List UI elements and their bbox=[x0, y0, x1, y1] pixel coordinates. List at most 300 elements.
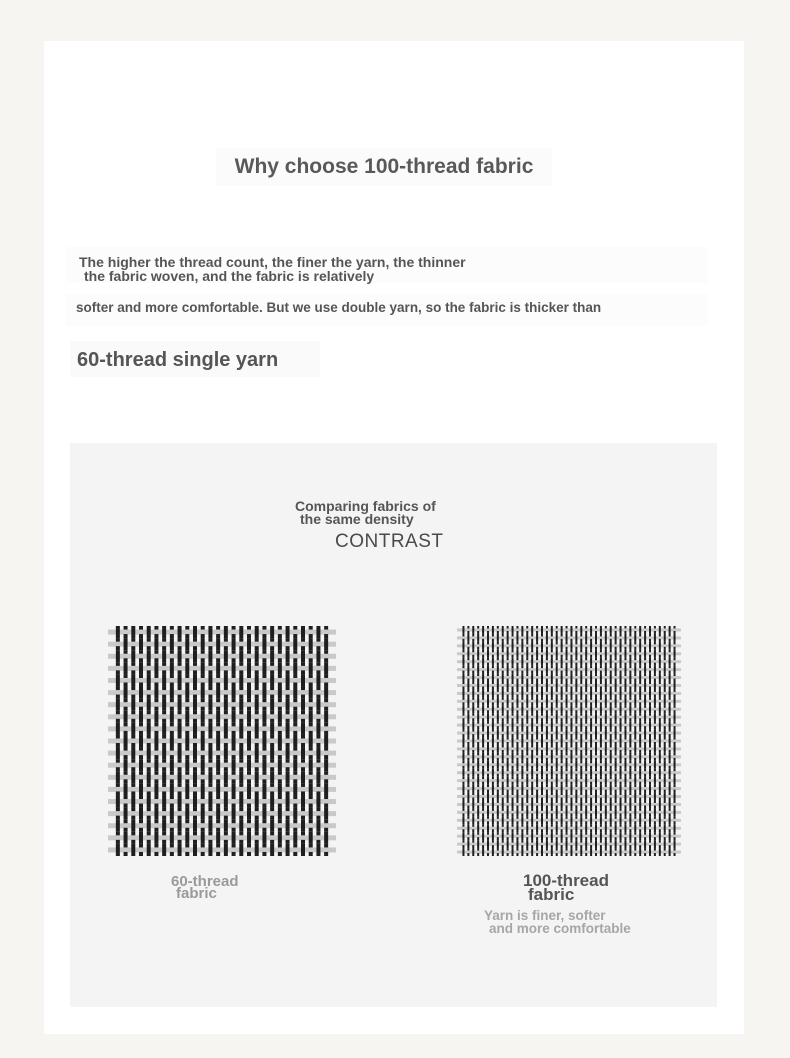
warp-thread-segment bbox=[185, 682, 189, 686]
warp-thread-segment bbox=[139, 844, 143, 848]
warp-thread-segment bbox=[131, 816, 135, 820]
warp-thread-segment bbox=[649, 634, 651, 636]
warp-thread-segment bbox=[316, 783, 320, 787]
warp-thread-segment bbox=[193, 844, 197, 856]
warp-thread-segment bbox=[477, 666, 479, 674]
warp-thread-segment bbox=[566, 682, 568, 690]
warp-thread-segment bbox=[556, 658, 558, 660]
warp-thread-segment bbox=[634, 790, 636, 793]
warp-thread-segment bbox=[477, 793, 479, 801]
warp-thread-segment bbox=[467, 790, 469, 793]
warp-thread-segment bbox=[566, 745, 568, 753]
warp-thread-segment bbox=[487, 837, 489, 840]
warp-thread-segment bbox=[556, 726, 558, 729]
warp-thread-segment bbox=[566, 713, 568, 721]
warp-thread-segment bbox=[147, 820, 151, 832]
warp-thread-segment bbox=[644, 785, 646, 787]
warp-thread-segment bbox=[674, 631, 676, 634]
warp-thread-segment bbox=[664, 769, 666, 771]
warp-thread-segment bbox=[124, 687, 128, 699]
warp-thread-segment bbox=[634, 745, 636, 753]
warp-thread-segment bbox=[208, 795, 212, 807]
warp-thread-segment bbox=[232, 674, 236, 678]
warp-thread-segment bbox=[556, 710, 558, 713]
warp-thread-segment bbox=[193, 695, 197, 699]
warp-thread-segment bbox=[262, 844, 266, 848]
warp-thread-segment bbox=[531, 682, 533, 684]
warp-thread-segment bbox=[551, 729, 553, 731]
warp-thread-segment bbox=[170, 634, 174, 638]
warp-thread-segment bbox=[629, 745, 631, 747]
warp-thread-segment bbox=[605, 666, 607, 674]
warp-thread-segment bbox=[536, 848, 538, 850]
warp-thread-segment bbox=[664, 761, 666, 769]
warp-thread-segment bbox=[147, 816, 151, 820]
warp-thread-segment bbox=[286, 662, 290, 666]
warp-thread-segment bbox=[536, 832, 538, 834]
warp-thread-segment bbox=[162, 699, 166, 711]
warp-thread-segment bbox=[605, 663, 607, 666]
warp-thread-segment bbox=[600, 705, 602, 713]
warp-thread-segment bbox=[309, 832, 313, 844]
warp-thread-segment bbox=[624, 689, 626, 691]
warp-thread-segment bbox=[139, 735, 143, 747]
warp-thread-segment bbox=[649, 829, 651, 832]
warp-thread-segment bbox=[654, 742, 656, 745]
warp-thread-segment bbox=[561, 689, 563, 697]
warp-thread-segment bbox=[595, 710, 597, 713]
warp-thread-segment bbox=[116, 646, 120, 650]
warp-thread-segment bbox=[131, 747, 135, 759]
warp-thread-segment bbox=[664, 710, 666, 713]
warp-thread-segment bbox=[639, 745, 641, 747]
warp-thread-segment bbox=[185, 832, 189, 844]
warp-thread-segment bbox=[664, 694, 666, 697]
warp-thread-segment bbox=[462, 734, 464, 737]
warp-thread-segment bbox=[575, 790, 577, 793]
warp-thread-segment bbox=[669, 713, 671, 715]
warp-thread-segment bbox=[634, 647, 636, 650]
warp-thread-segment bbox=[600, 702, 602, 705]
warp-thread-segment bbox=[575, 697, 577, 705]
warp-thread-segment bbox=[575, 634, 577, 642]
warp-thread-segment bbox=[193, 759, 197, 763]
warp-thread-segment bbox=[247, 844, 251, 848]
weft-thread bbox=[457, 644, 681, 647]
warp-thread-segment bbox=[659, 639, 661, 642]
warp-thread-segment bbox=[551, 798, 553, 801]
warp-thread-segment bbox=[566, 689, 568, 691]
warp-thread-segment bbox=[477, 697, 479, 705]
warp-thread-segment bbox=[541, 671, 543, 674]
warp-thread-segment bbox=[561, 737, 563, 745]
warp-thread-segment bbox=[556, 805, 558, 808]
warp-thread-segment bbox=[610, 655, 612, 658]
warp-thread-segment bbox=[462, 674, 464, 682]
warp-thread-segment bbox=[309, 735, 313, 747]
warp-thread-segment bbox=[654, 631, 656, 634]
warp-thread-segment bbox=[566, 729, 568, 737]
warp-thread-segment bbox=[201, 626, 205, 630]
weft-thread bbox=[457, 636, 681, 639]
warp-thread-segment bbox=[629, 713, 631, 715]
warp-thread-segment bbox=[590, 766, 592, 769]
warp-thread-segment bbox=[639, 718, 641, 721]
warp-thread-segment bbox=[516, 650, 518, 658]
warp-thread-segment bbox=[664, 808, 666, 816]
warp-thread-segment bbox=[162, 674, 166, 686]
warp-thread-segment bbox=[615, 697, 617, 705]
warp-thread-segment bbox=[624, 840, 626, 848]
warp-thread-segment bbox=[512, 761, 514, 763]
warp-thread-segment bbox=[629, 753, 631, 761]
warp-thread-segment bbox=[278, 658, 282, 662]
warp-thread-segment bbox=[270, 646, 274, 650]
warp-thread-segment bbox=[639, 816, 641, 824]
warp-thread-segment bbox=[605, 840, 607, 848]
warp-thread-segment bbox=[116, 662, 120, 666]
warp-thread-segment bbox=[278, 747, 282, 751]
warp-thread-segment bbox=[634, 631, 636, 634]
warp-thread-segment bbox=[561, 769, 563, 777]
warp-thread-segment bbox=[644, 710, 646, 713]
warp-thread-segment bbox=[216, 804, 220, 808]
warp-thread-segment bbox=[472, 782, 474, 785]
warp-thread-segment bbox=[232, 735, 236, 747]
warp-thread-segment bbox=[521, 813, 523, 816]
warp-thread-segment bbox=[502, 798, 504, 801]
warp-thread-segment bbox=[615, 658, 617, 660]
warp-thread-segment bbox=[570, 813, 572, 816]
warp-thread-segment bbox=[239, 646, 243, 650]
warp-thread-segment bbox=[624, 679, 626, 682]
warp-thread-segment bbox=[639, 689, 641, 697]
warp-thread-segment bbox=[482, 737, 484, 745]
warp-thread-segment bbox=[654, 694, 656, 697]
warp-thread-segment bbox=[674, 821, 676, 824]
warp-thread-segment bbox=[570, 840, 572, 842]
warp-thread-segment bbox=[610, 702, 612, 705]
warp-thread-segment bbox=[634, 753, 636, 755]
warp-thread-segment bbox=[570, 785, 572, 793]
warp-thread-segment bbox=[516, 666, 518, 674]
warp-thread-segment bbox=[526, 634, 528, 642]
warp-thread-segment bbox=[516, 753, 518, 755]
warp-thread-segment bbox=[521, 750, 523, 753]
warp-thread-segment bbox=[644, 753, 646, 755]
warp-thread-segment bbox=[610, 666, 612, 668]
warp-thread-segment bbox=[605, 694, 607, 697]
warp-thread-segment bbox=[487, 694, 489, 697]
warp-thread-segment bbox=[497, 647, 499, 650]
warp-thread-segment bbox=[521, 848, 523, 856]
warp-thread-segment bbox=[178, 626, 182, 638]
warp-thread-segment bbox=[600, 737, 602, 745]
warp-thread-segment bbox=[185, 699, 189, 703]
warp-thread-segment bbox=[477, 853, 479, 856]
warp-thread-segment bbox=[595, 726, 597, 729]
warp-thread-segment bbox=[316, 771, 320, 783]
warp-thread-segment bbox=[620, 848, 622, 856]
warp-thread-segment bbox=[521, 729, 523, 731]
warp-thread-segment bbox=[154, 658, 158, 662]
warp-thread-segment bbox=[516, 631, 518, 634]
warp-thread-segment bbox=[590, 702, 592, 705]
warp-thread-segment bbox=[139, 634, 143, 638]
warp-thread-segment bbox=[139, 711, 143, 723]
warp-thread-segment bbox=[497, 800, 499, 802]
warp-thread-segment bbox=[654, 721, 656, 723]
warp-thread-segment bbox=[526, 729, 528, 737]
warp-thread-segment bbox=[580, 766, 582, 769]
warp-thread-segment bbox=[170, 658, 174, 662]
warp-thread-segment bbox=[124, 795, 128, 799]
warp-thread-segment bbox=[664, 631, 666, 634]
warp-thread-segment bbox=[492, 686, 494, 689]
warp-thread-segment bbox=[116, 783, 120, 787]
warp-thread-segment bbox=[600, 658, 602, 666]
warp-thread-segment bbox=[131, 699, 135, 711]
warp-thread-segment bbox=[620, 753, 622, 761]
warp-thread-segment bbox=[639, 793, 641, 795]
warp-thread-segment bbox=[620, 697, 622, 699]
warp-thread-segment bbox=[301, 791, 305, 795]
warp-thread-segment bbox=[536, 808, 538, 816]
warp-thread-segment bbox=[615, 761, 617, 769]
warp-thread-segment bbox=[208, 820, 212, 832]
warp-thread-segment bbox=[472, 721, 474, 729]
warp-thread-segment bbox=[580, 666, 582, 668]
warp-thread-segment bbox=[531, 642, 533, 650]
warp-thread-segment bbox=[674, 658, 676, 660]
warp-thread-segment bbox=[507, 694, 509, 697]
warp-thread-segment bbox=[615, 805, 617, 808]
warp-thread-segment bbox=[270, 670, 274, 674]
warp-thread-segment bbox=[139, 707, 143, 711]
warp-thread-segment bbox=[644, 634, 646, 642]
warp-thread-segment bbox=[232, 731, 236, 735]
warp-thread-segment bbox=[286, 795, 290, 807]
warp-thread-segment bbox=[472, 824, 474, 826]
warp-thread-segment bbox=[615, 837, 617, 840]
warp-thread-segment bbox=[600, 761, 602, 763]
weft-thread bbox=[457, 819, 681, 822]
warp-thread-segment bbox=[639, 848, 641, 856]
warp-thread-segment bbox=[462, 813, 464, 816]
warp-thread-segment bbox=[674, 816, 676, 818]
warp-thread-segment bbox=[610, 829, 612, 832]
warp-thread-segment bbox=[585, 729, 587, 737]
warp-thread-segment bbox=[624, 800, 626, 802]
warp-thread-segment bbox=[536, 758, 538, 761]
warp-thread-segment bbox=[293, 674, 297, 678]
warp-thread-segment bbox=[575, 774, 577, 777]
warp-thread-segment bbox=[654, 853, 656, 856]
warp-thread-segment bbox=[124, 650, 128, 654]
warp-thread-segment bbox=[605, 816, 607, 818]
warp-thread-segment bbox=[624, 666, 626, 674]
warp-thread-segment bbox=[541, 737, 543, 745]
warp-thread-segment bbox=[664, 634, 666, 642]
warp-thread-segment bbox=[566, 650, 568, 658]
warp-thread-segment bbox=[278, 795, 282, 799]
warp-thread-segment bbox=[526, 821, 528, 824]
warp-thread-segment bbox=[278, 711, 282, 723]
warp-thread-segment bbox=[516, 647, 518, 650]
warp-thread-segment bbox=[201, 771, 205, 775]
warp-thread-segment bbox=[526, 663, 528, 666]
warp-thread-segment bbox=[585, 726, 587, 729]
warp-thread-segment bbox=[293, 687, 297, 699]
warp-thread-segment bbox=[472, 729, 474, 731]
warp-thread-segment bbox=[467, 837, 469, 840]
warp-thread-segment bbox=[472, 745, 474, 747]
warp-thread-segment bbox=[124, 808, 128, 820]
warp-thread-segment bbox=[669, 702, 671, 705]
warp-thread-segment bbox=[216, 759, 220, 771]
warp-thread-segment bbox=[497, 753, 499, 755]
warp-thread-segment bbox=[224, 662, 228, 666]
warp-thread-segment bbox=[600, 777, 602, 779]
warp-thread-segment bbox=[521, 642, 523, 650]
warp-thread-segment bbox=[324, 779, 328, 783]
weft-thread bbox=[457, 763, 681, 766]
warp-thread-segment bbox=[262, 699, 266, 703]
warp-thread-segment bbox=[170, 638, 174, 650]
warp-thread-segment bbox=[595, 682, 597, 690]
warp-thread-segment bbox=[561, 813, 563, 816]
warp-thread-segment bbox=[208, 638, 212, 642]
warp-thread-segment bbox=[482, 800, 484, 808]
warp-thread-segment bbox=[590, 634, 592, 636]
warp-thread-segment bbox=[467, 713, 469, 721]
warp-thread-segment bbox=[566, 769, 568, 771]
warp-thread-segment bbox=[154, 759, 158, 771]
warp-thread-segment bbox=[615, 682, 617, 690]
warp-thread-segment bbox=[116, 747, 120, 759]
warp-thread-segment bbox=[487, 774, 489, 777]
warp-thread-segment bbox=[512, 655, 514, 658]
warp-thread-segment bbox=[467, 666, 469, 674]
warp-thread-segment bbox=[154, 828, 158, 832]
warp-thread-segment bbox=[624, 837, 626, 840]
warp-thread-segment bbox=[516, 769, 518, 771]
warp-thread-segment bbox=[561, 832, 563, 840]
warp-thread-segment bbox=[124, 674, 128, 678]
warp-thread-segment bbox=[492, 785, 494, 793]
warp-thread-segment bbox=[639, 686, 641, 689]
warp-thread-segment bbox=[116, 626, 120, 638]
warp-thread-segment bbox=[467, 745, 469, 753]
warp-thread-segment bbox=[610, 689, 612, 697]
warp-thread-segment bbox=[551, 745, 553, 747]
warp-thread-segment bbox=[561, 816, 563, 824]
warp-thread-segment bbox=[546, 713, 548, 721]
warp-thread-segment bbox=[600, 682, 602, 684]
warp-thread-segment bbox=[497, 777, 499, 785]
warp-thread-segment bbox=[526, 721, 528, 723]
warp-thread-segment bbox=[659, 674, 661, 682]
warp-thread-segment bbox=[170, 852, 174, 856]
warp-thread-segment bbox=[467, 658, 469, 660]
warp-thread-segment bbox=[669, 721, 671, 729]
warp-thread-segment bbox=[462, 702, 464, 705]
warp-thread-segment bbox=[185, 783, 189, 795]
warp-thread-segment bbox=[124, 804, 128, 808]
warp-thread-segment bbox=[487, 729, 489, 737]
warp-thread-segment bbox=[521, 829, 523, 832]
warp-thread-segment bbox=[301, 699, 305, 711]
warp-thread-segment bbox=[654, 710, 656, 713]
warp-thread-segment bbox=[629, 824, 631, 826]
warp-thread-segment bbox=[629, 639, 631, 642]
warp-thread-segment bbox=[639, 642, 641, 650]
warp-thread-segment bbox=[487, 713, 489, 721]
warp-thread-segment bbox=[472, 832, 474, 840]
warp-thread-segment bbox=[502, 686, 504, 689]
warp-thread-segment bbox=[556, 824, 558, 832]
warp-thread-segment bbox=[239, 638, 243, 642]
warp-thread-segment bbox=[507, 821, 509, 824]
warp-thread-segment bbox=[546, 745, 548, 753]
warp-thread-segment bbox=[556, 785, 558, 787]
warp-thread-segment bbox=[324, 755, 328, 759]
warp-thread-segment bbox=[575, 853, 577, 856]
warp-thread-segment bbox=[659, 793, 661, 795]
warp-thread-segment bbox=[580, 824, 582, 826]
warp-thread-segment bbox=[659, 845, 661, 848]
warp-thread-segment bbox=[624, 710, 626, 713]
warp-thread-segment bbox=[585, 721, 587, 723]
warp-thread-segment bbox=[585, 631, 587, 634]
warp-thread-segment bbox=[664, 793, 666, 801]
warp-thread-segment bbox=[124, 779, 128, 783]
warp-thread-segment bbox=[477, 745, 479, 753]
warp-thread-segment bbox=[301, 695, 305, 699]
warp-thread-segment bbox=[247, 634, 251, 638]
warp-thread-segment bbox=[185, 650, 189, 654]
warp-thread-segment bbox=[595, 816, 597, 818]
warp-thread-segment bbox=[216, 723, 220, 727]
warp-thread-segment bbox=[546, 647, 548, 650]
warp-thread-segment bbox=[639, 782, 641, 785]
warp-thread-segment bbox=[624, 663, 626, 666]
warp-thread-segment bbox=[674, 769, 676, 771]
warp-thread-segment bbox=[551, 689, 553, 697]
warp-thread-segment bbox=[477, 713, 479, 721]
warp-thread-segment bbox=[516, 689, 518, 691]
weft-thread bbox=[457, 755, 681, 758]
warp-thread-segment bbox=[224, 844, 228, 856]
warp-thread-segment bbox=[216, 783, 220, 795]
warp-thread-segment bbox=[590, 785, 592, 793]
warp-thread-segment bbox=[674, 848, 676, 850]
warp-thread-segment bbox=[208, 747, 212, 759]
warp-thread-segment bbox=[482, 785, 484, 793]
warp-thread-segment bbox=[644, 821, 646, 824]
warp-thread-segment bbox=[201, 682, 205, 686]
warp-thread-segment bbox=[536, 742, 538, 745]
warp-thread-segment bbox=[507, 848, 509, 850]
warp-thread-segment bbox=[634, 805, 636, 808]
warp-thread-segment bbox=[575, 840, 577, 848]
warp-thread-segment bbox=[462, 655, 464, 658]
warp-thread-segment bbox=[541, 824, 543, 826]
warp-thread-segment bbox=[551, 650, 553, 652]
warp-thread-segment bbox=[255, 646, 259, 650]
warp-thread-segment bbox=[124, 852, 128, 856]
warp-thread-segment bbox=[580, 642, 582, 650]
